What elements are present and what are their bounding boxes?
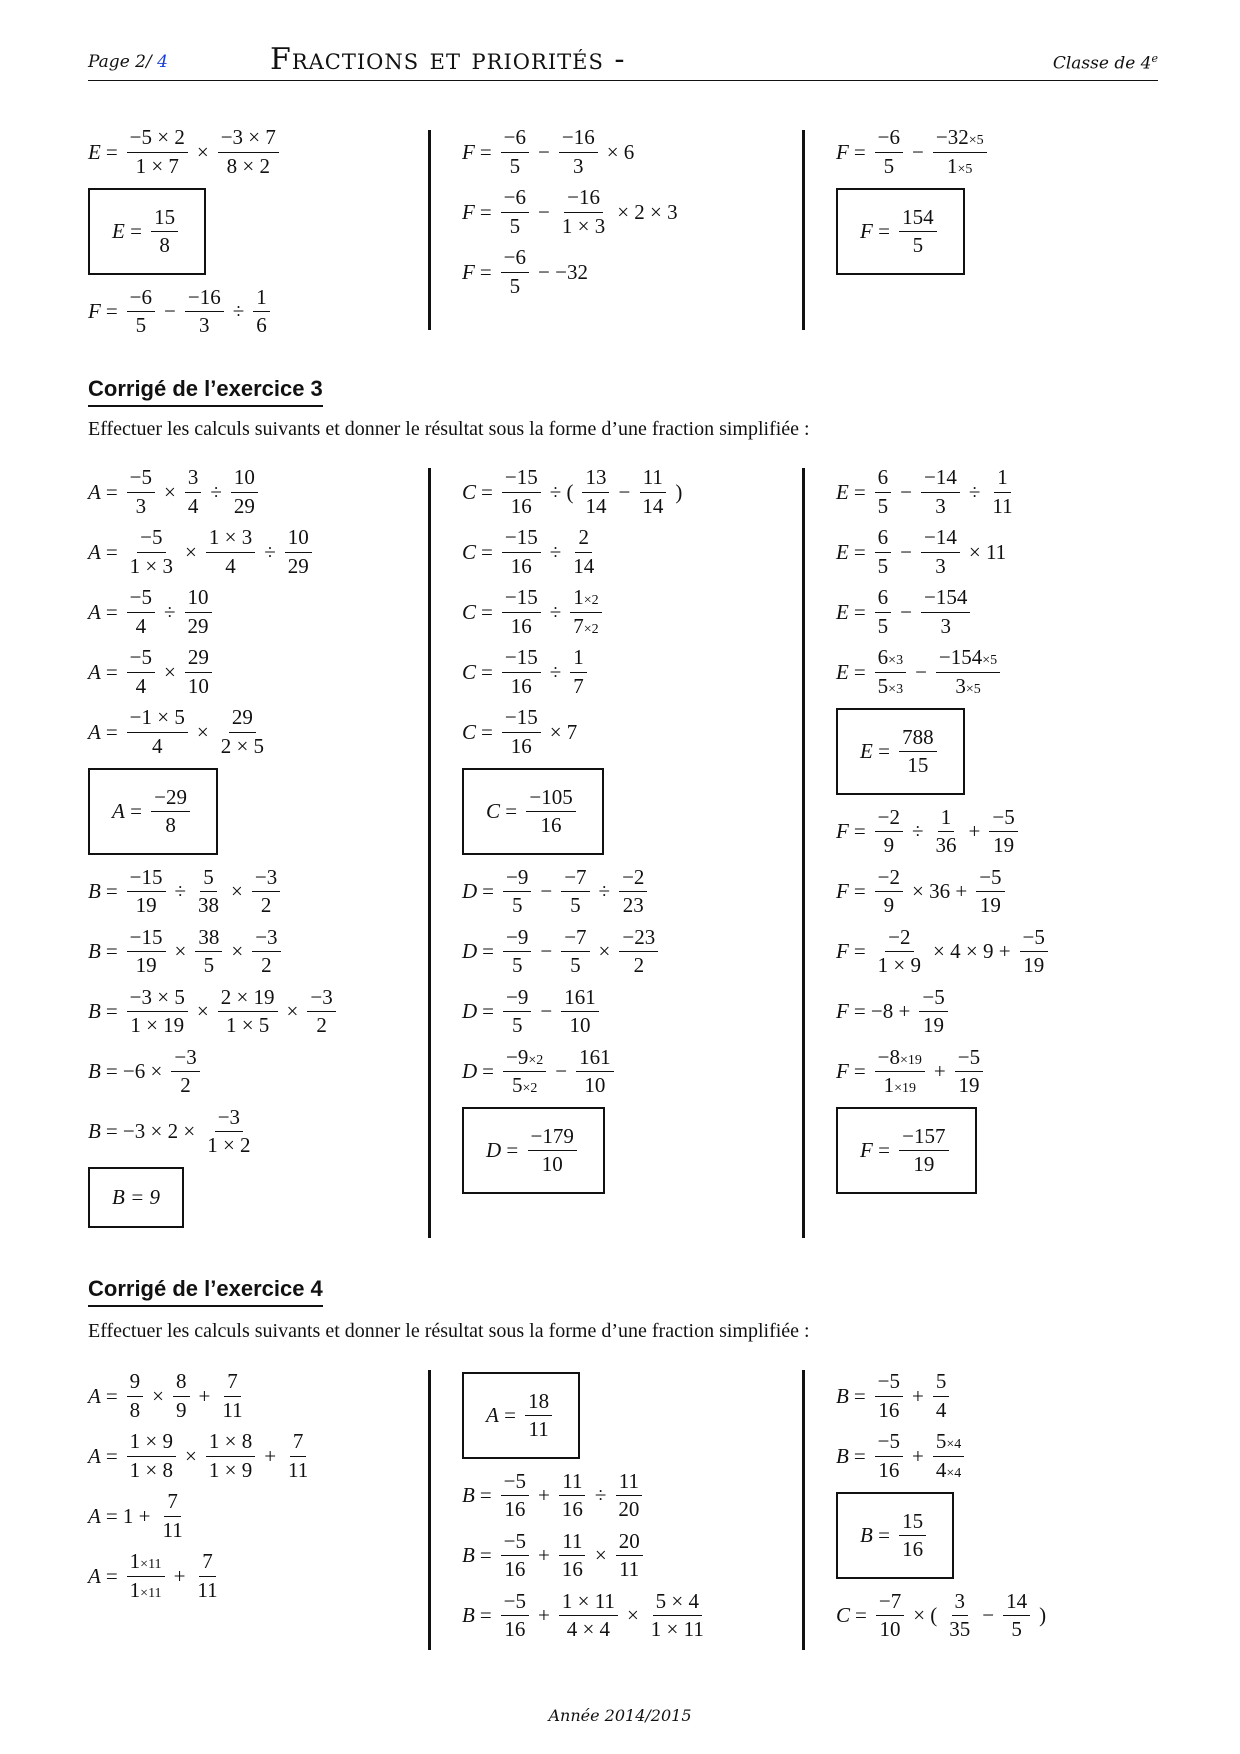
math-line: E = $\frac{6}{5}$ − $\frac{-14}{3}$ × 11 — [836, 525, 1007, 578]
math-line: A = 1 + $\frac{7}{11}$ — [88, 1489, 183, 1542]
math-line: E = $\frac{6\times 3}{5\times 3}$ − $\frac{-154\times 5}{3\times 5}$ — [836, 642, 1156, 702]
ex3-col1 — [88, 462, 418, 1234]
math-line: F = $\frac{-2}{1 \times 9}$ × 4 × 9 + $\frac{-5}{19}$ — [836, 921, 1156, 981]
math-line: D = $\frac{-9}{5}$ − $\frac{-7}{5}$ × $\frac{-23}{2}$ — [462, 921, 792, 981]
math-line: B = $\frac{-5}{16}$ + $\frac{11}{16}$ × $\frac{20}{11}$ — [462, 1525, 792, 1585]
section-title-ex3: Corrigé de l’exercice 3 — [88, 376, 323, 407]
math-line: A = $\frac{1 \times 9}{1 \times 8}$ × $\frac{1 \times 8}{1 \times 9}$ + $\frac{7}{11}$ — [88, 1429, 309, 1482]
math-line: E = $\frac{6}{5}$ − $\frac{-14}{3}$ ÷ $\frac{1}{11}$ — [836, 465, 1013, 518]
ex4-col3 — [836, 1366, 1156, 1645]
column-divider — [428, 468, 431, 1238]
ex4-col2 — [462, 1366, 792, 1645]
section-title-ex4: Corrigé de l’exercice 4 — [88, 1276, 323, 1307]
math-line: E = $\frac{6}{5}$ − $\frac{-154}{3}$ — [836, 582, 1156, 642]
math-line: B = $\frac{-15}{19}$ ÷ $\frac{5}{38}$ × $\frac{-3}{2}$ — [88, 861, 418, 921]
ex2-col3 — [836, 122, 1156, 281]
math-line: E = $\frac{-5 \times 2}{1 \times 7}$ × $\frac{-3 \times 7}{8 \times 2}$ — [88, 122, 418, 182]
result-box: C = $\frac{-105}{16}$ — [462, 768, 604, 855]
math-line: A = $\frac{9}{8}$ × $\frac{8}{9}$ + $\frac{7}{11}$ — [88, 1369, 243, 1422]
math-line: B = −6 × $\frac{-3}{2}$ — [88, 1041, 418, 1101]
math-line: F = $\frac{-2}{9}$ × 36 + $\frac{-5}{19}$ — [836, 861, 1156, 921]
math-line: B = $\frac{-5}{16}$ + $\frac{5\times 4}{4\times 4}$ — [836, 1426, 1156, 1486]
result-box: D = $\frac{-179}{10}$ — [462, 1107, 605, 1194]
ex3-col3 — [836, 462, 1156, 1200]
page-number: Page 2/ 4 — [88, 52, 168, 72]
math-line: F = $\frac{-6}{5}$ − $\frac{-16}{3}$ ÷ $\frac{1}{6}$ — [88, 281, 418, 341]
math-line: C = $\frac{-15}{16}$ ÷ ( $\frac{13}{14}$ − $\frac{11}{14}$ ) — [462, 465, 683, 518]
result-box: E = $\frac{15}{8}$ — [88, 188, 206, 275]
math-line: F = −8 + $\frac{-5}{19}$ — [836, 981, 1156, 1041]
math-line: D = $\frac{-9}{5}$ − $\frac{-7}{5}$ ÷ $\frac{-2}{23}$ — [462, 861, 792, 921]
column-divider — [802, 1370, 805, 1650]
math-line: A = $\frac{-5}{1 \times 3}$ × $\frac{1 \times 3}{4}$ ÷ $\frac{10}{29}$ — [88, 522, 418, 582]
math-line: A = $\frac{-5}{3}$ × $\frac{3}{4}$ ÷ $\frac{10}{29}$ — [88, 462, 418, 522]
math-line: C = $\frac{-15}{16}$ × 7 — [462, 705, 578, 758]
math-line: A = $\frac{-5}{4}$ × $\frac{29}{10}$ — [88, 642, 418, 702]
column-divider — [428, 1370, 431, 1650]
math-line: F = $\frac{-6}{5}$ − $\frac{-16}{3}$ × 6 — [462, 125, 635, 178]
math-line: B = $\frac{-15}{19}$ × $\frac{38}{5}$ × $\frac{-3}{2}$ — [88, 921, 418, 981]
math-line: B = −3 × 2 × $\frac{-3}{1 \times 2}$ — [88, 1104, 251, 1157]
math-line: F = $\frac{-8\times 19}{1\times 19}$ + $\frac{-5}{19}$ — [836, 1041, 1156, 1101]
ex4-col1 — [88, 1366, 418, 1606]
math-line: B = $\frac{-5}{16}$ + $\frac{1 \times 11}{4 \times 4}$ × $\frac{5 \times 4}{1 \times 11}$ — [462, 1588, 704, 1641]
result-box: B = $\frac{15}{16}$ — [836, 1492, 954, 1579]
math-line: B = $\frac{-5}{16}$ + $\frac{11}{16}$ ÷ $\frac{11}{20}$ — [462, 1465, 792, 1525]
math-line: D = $\frac{-9\times 2}{5\times 2}$ − $\frac{161}{10}$ — [462, 1041, 792, 1101]
math-line: C = $\frac{-15}{16}$ ÷ $\frac{1\times 2}{7\times 2}$ — [462, 582, 792, 642]
math-line: F = $\frac{-6}{5}$ − $\frac{-16}{1 \times 3}$ × 2 × 3 — [462, 185, 678, 238]
math-line: F = $\frac{-6}{5}$ − $\frac{-32\times 5}{1\times 5}$ — [836, 122, 1156, 182]
math-line: A = $\frac{1\times 11}{1\times 11}$ + $\frac{7}{11}$ — [88, 1549, 218, 1602]
math-line: F = $\frac{-6}{5}$ − −32 — [462, 245, 588, 298]
result-box: B = 9 — [88, 1167, 184, 1228]
result-box: A = $\frac{-29}{8}$ — [88, 768, 218, 855]
math-line: B = $\frac{-3 \times 5}{1 \times 19}$ × $\frac{2 \times 19}{1 \times 5}$ × $\frac{-3}{2}$ — [88, 981, 418, 1041]
math-line: C = $\frac{-15}{16}$ ÷ $\frac{2}{14}$ — [462, 525, 595, 578]
ex2-col1 — [88, 122, 418, 341]
result-box: F = $\frac{154}{5}$ — [836, 188, 965, 275]
math-line: B = $\frac{-5}{16}$ + $\frac{5}{4}$ — [836, 1366, 1156, 1426]
exercise-intro: Effectuer les calculs suivants et donner le résultat sous la forme d’une fraction simplifiée : — [88, 418, 810, 440]
result-box: E = $\frac{788}{15}$ — [836, 708, 965, 795]
column-divider — [428, 130, 431, 330]
math-line: C = $\frac{-7}{10}$ × ( $\frac{3}{35}$ − $\frac{14}{5}$ ) — [836, 1588, 1047, 1641]
math-line: A = $\frac{-5}{4}$ ÷ $\frac{10}{29}$ — [88, 582, 418, 642]
ex2-col2 — [462, 122, 792, 302]
result-box: F = $\frac{-157}{19}$ — [836, 1107, 977, 1194]
result-box: A = $\frac{18}{11}$ — [462, 1372, 580, 1459]
page-footer: Année 2014/2015 — [548, 1706, 692, 1725]
column-divider — [802, 130, 805, 330]
class-label: Classe de 4e — [1052, 52, 1158, 74]
math-line: F = $\frac{-2}{9}$ ÷ $\frac{1}{36}$ + $\frac{-5}{19}$ — [836, 801, 1156, 861]
column-divider — [802, 468, 805, 1238]
page-header — [88, 40, 1158, 81]
page-total-link[interactable]: 4 — [157, 52, 168, 72]
document-title: Fractions et priorités - — [270, 42, 626, 77]
exercise-intro: Effectuer les calculs suivants et donner le résultat sous la forme d’une fraction simplifiée : — [88, 1320, 810, 1342]
math-line: D = $\frac{-9}{5}$ − $\frac{161}{10}$ — [462, 981, 792, 1041]
math-line: C = $\frac{-15}{16}$ ÷ $\frac{1}{7}$ — [462, 642, 792, 702]
ex3-col2 — [462, 462, 792, 1200]
math-line: A = $\frac{-1 \times 5}{4}$ × $\frac{29}{2 \times 5}$ — [88, 705, 265, 758]
